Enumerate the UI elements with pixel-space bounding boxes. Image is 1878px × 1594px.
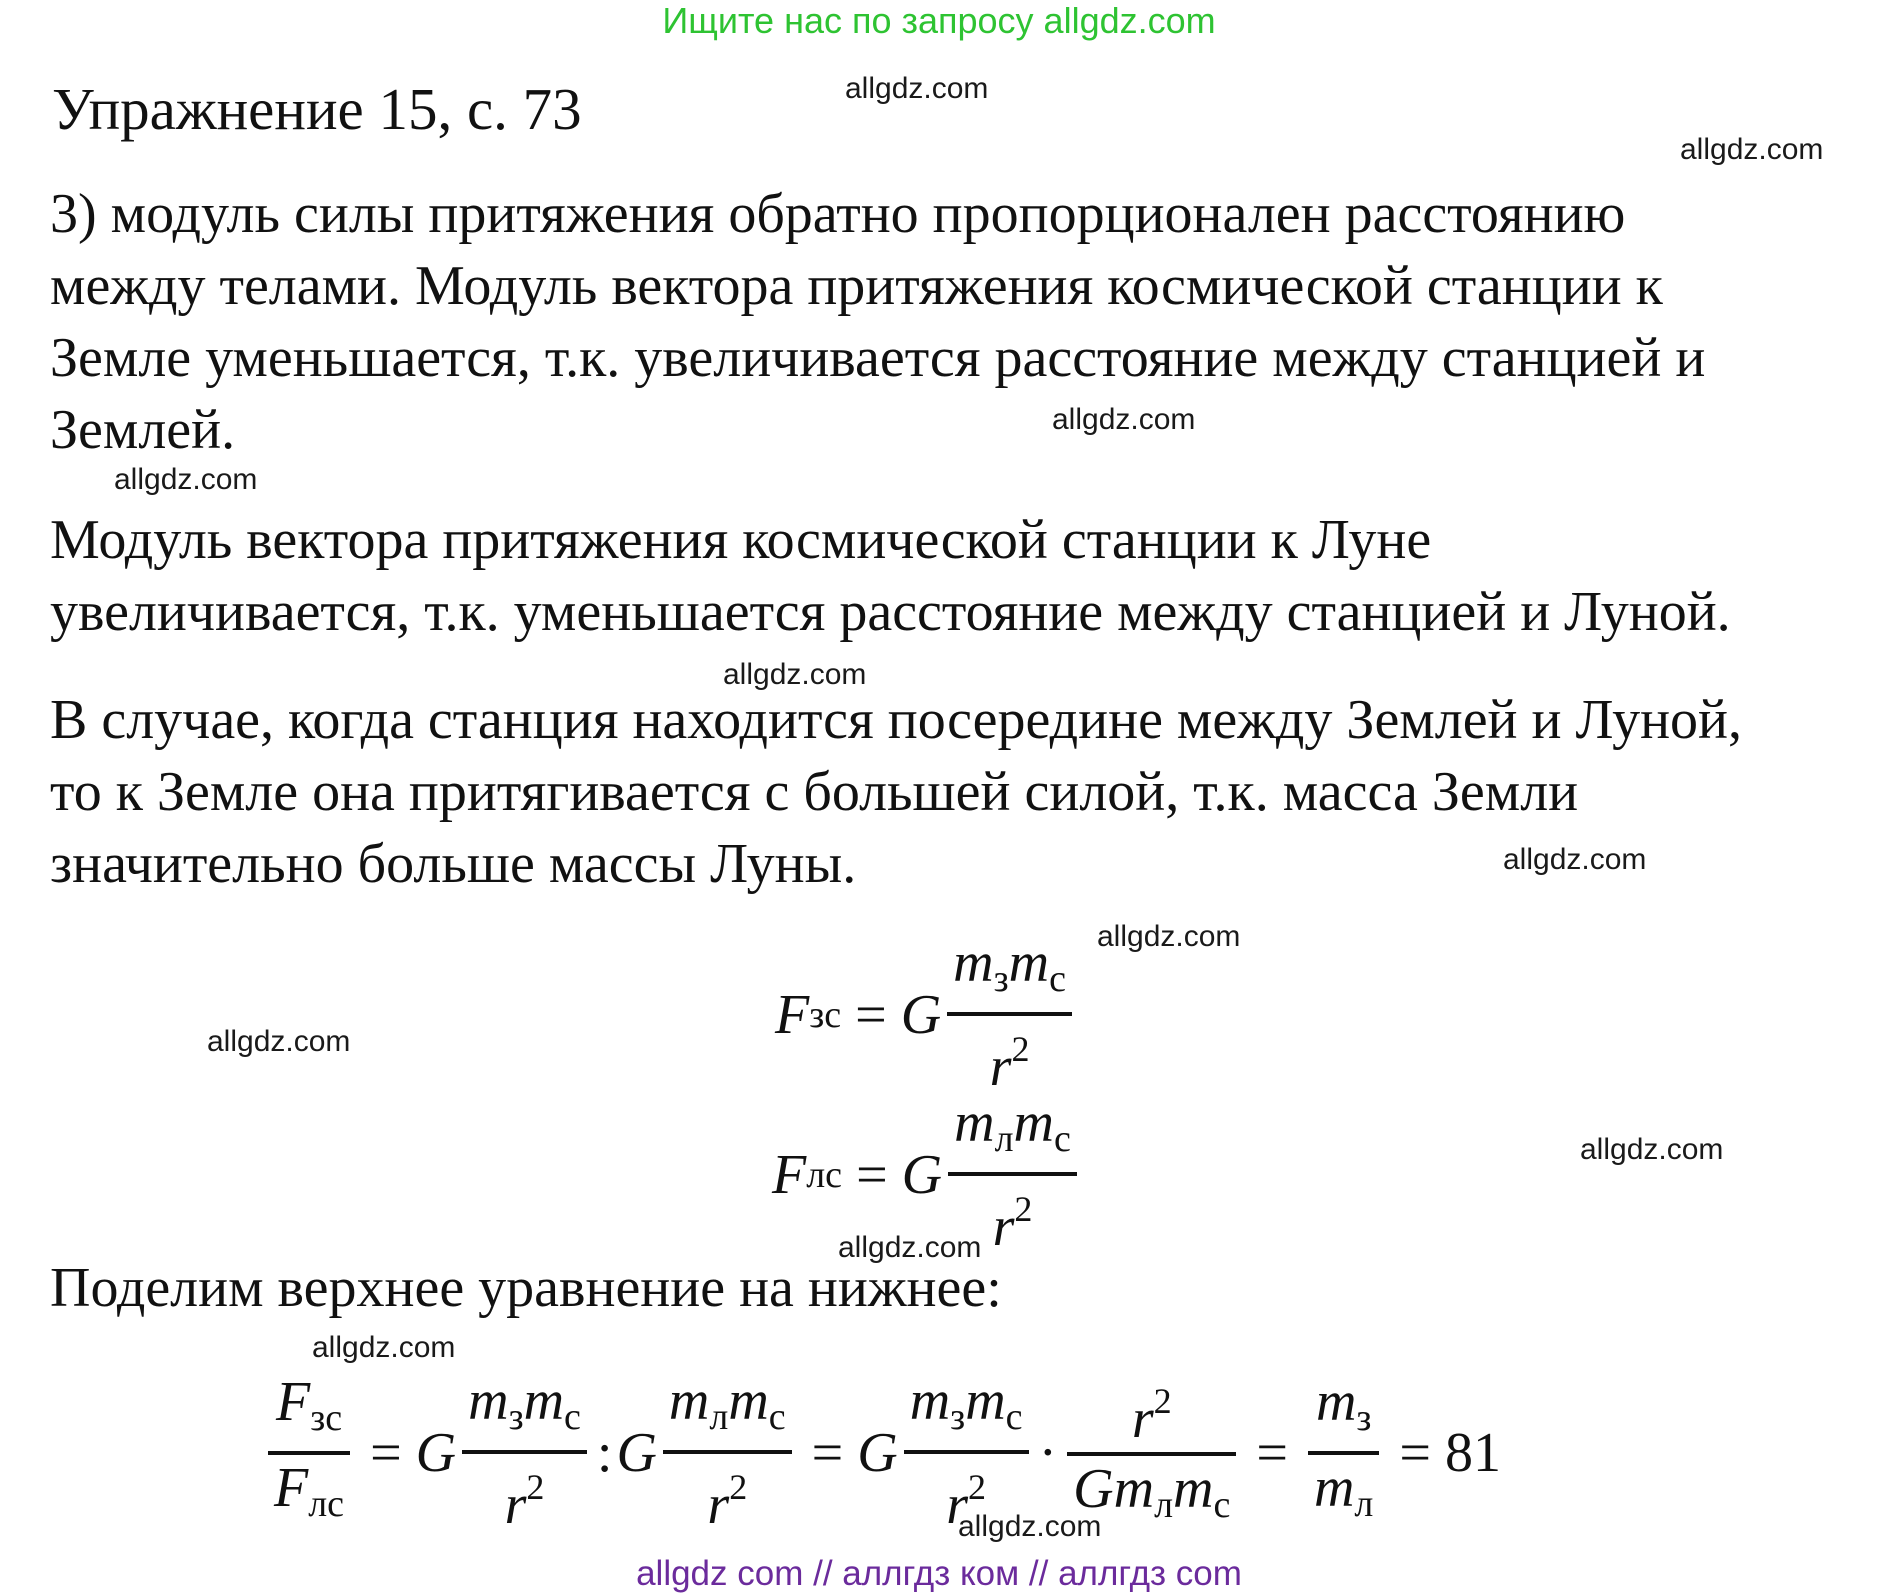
text-line: Земле уменьшается, т.к. увеличивается расстояние между станцией и bbox=[50, 327, 1706, 389]
fraction: $\frac{m_лm_с}{r^2}$ bbox=[663, 1368, 792, 1538]
text-line: то к Земле она притягивается с большей силой, т.к. масса Земли bbox=[50, 761, 1579, 823]
text-line: значительно больше массы Луны. bbox=[50, 833, 857, 895]
fraction: $\frac{r^2}{Gm_лm_с}$ bbox=[1067, 1368, 1236, 1538]
watermark: allgdz.com bbox=[1052, 403, 1196, 436]
result-value: 81 bbox=[1444, 1422, 1501, 1484]
fraction: $\frac{m_лm_с}{r^2}$ bbox=[948, 1090, 1077, 1260]
symbol-G: G bbox=[901, 1144, 943, 1206]
equals-sign: = bbox=[1256, 1422, 1288, 1484]
paragraph-2 bbox=[50, 504, 1731, 648]
symbol-F: F bbox=[775, 984, 810, 1046]
symbol-G: G bbox=[900, 984, 942, 1046]
equals-sign: = bbox=[370, 1422, 402, 1484]
watermark: allgdz.com bbox=[114, 463, 258, 496]
symbol-G: G bbox=[415, 1422, 457, 1484]
text-line: Модуль вектора притяжения космической станции к Луне bbox=[50, 509, 1432, 571]
watermark: allgdz.com bbox=[1580, 1133, 1724, 1166]
paragraph-1 bbox=[50, 178, 1705, 466]
watermark: allgdz.com bbox=[1680, 133, 1824, 166]
colon-sign: : bbox=[596, 1422, 613, 1484]
footer-links: allgdz com // аллгдз ком // аллгдз com bbox=[636, 1554, 1242, 1593]
watermark: allgdz.com bbox=[1097, 920, 1241, 953]
formula-ratio bbox=[262, 1368, 1501, 1538]
fraction: $\frac{m_з}{m_л}$ bbox=[1308, 1369, 1379, 1537]
watermark: allgdz.com bbox=[838, 1231, 982, 1264]
paragraph-4 bbox=[50, 1252, 1002, 1324]
watermark: allgdz.com bbox=[958, 1510, 1102, 1543]
watermark: allgdz.com bbox=[312, 1331, 456, 1364]
symbol-F: F bbox=[772, 1144, 807, 1206]
equals-sign: = bbox=[855, 984, 887, 1046]
text-line: Землей. bbox=[50, 399, 236, 461]
fraction: $\frac{m_зm_с}{r^2}$ bbox=[462, 1368, 587, 1538]
formula-earth-force bbox=[775, 930, 1078, 1100]
fraction: $\frac{m_зm_с}{r^2}$ bbox=[904, 1368, 1029, 1538]
text-line: между телами. Модуль вектора притяжения космической станции к bbox=[50, 255, 1663, 317]
text-line: Поделим верхнее уравнение на нижнее: bbox=[50, 1257, 1002, 1319]
symbol-G: G bbox=[616, 1422, 657, 1484]
equals-sign: = bbox=[1399, 1422, 1431, 1484]
watermark: allgdz.com bbox=[207, 1025, 351, 1058]
subscript: зс bbox=[809, 994, 842, 1036]
formula-moon-force bbox=[772, 1090, 1083, 1260]
symbol-G: G bbox=[857, 1422, 898, 1484]
watermark: allgdz.com bbox=[723, 658, 867, 691]
subscript: лс bbox=[806, 1154, 843, 1196]
fraction: $\frac{F_{зс}}{F_{лс}}$ bbox=[268, 1369, 350, 1537]
equals-sign: = bbox=[856, 1144, 888, 1206]
dot-sign: · bbox=[1038, 1422, 1058, 1484]
fraction: $\frac{m_зm_с}{r^2}$ bbox=[947, 930, 1072, 1100]
text-line: В случае, когда станция находится посередине между Землей и Луной, bbox=[50, 689, 1743, 751]
paragraph-3 bbox=[50, 684, 1742, 900]
top-banner: Ищите нас по запросу allgdz.com bbox=[662, 0, 1216, 41]
equals-sign: = bbox=[811, 1422, 844, 1484]
watermark: allgdz.com bbox=[1503, 843, 1647, 876]
text-line: увеличивается, т.к. уменьшается расстояние между станцией и Луной. bbox=[50, 581, 1731, 643]
watermark: allgdz.com bbox=[845, 72, 989, 105]
text-line: 3) модуль силы притяжения обратно пропорционален расстоянию bbox=[50, 183, 1626, 245]
exercise-title: Упражнение 15, с. 73 bbox=[52, 76, 582, 142]
